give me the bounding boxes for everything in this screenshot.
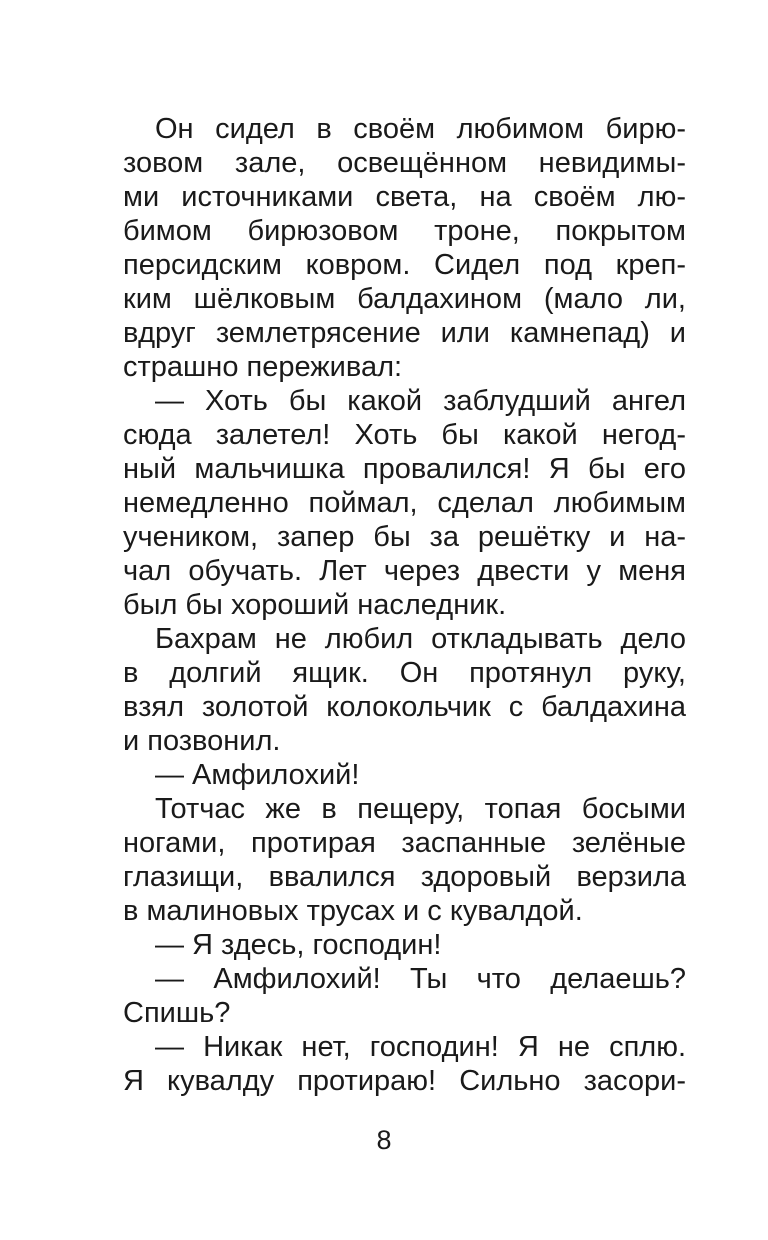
text-line: и позвонил. [123, 725, 281, 757]
text-line: глазищи, ввалился здоровый верзила [123, 861, 686, 893]
text-line: — Амфилохий! Ты что делаешь? [155, 963, 686, 995]
text-line: вдруг землетрясение или камнепад) и [123, 317, 686, 349]
body-text [123, 112, 686, 1098]
text-line: учеником, запер бы за решётку и на- [123, 521, 686, 553]
text-line: в малиновых трусах и с кувалдой. [123, 895, 583, 927]
text-line: страшно переживал: [123, 351, 403, 383]
text-line: ный мальчишка провалился! Я бы его [123, 453, 686, 485]
text-line: в долгий ящик. Он протянул руку, [123, 657, 686, 689]
text-line: — Амфилохий! [155, 759, 360, 791]
text-line: — Никак нет, господин! Я не сплю. [155, 1031, 686, 1063]
text-line: немедленно поймал, сделал любимым [123, 487, 686, 519]
text-line: чал обучать. Лет через двести у меня [123, 555, 686, 587]
page-number: 8 [376, 1125, 392, 1155]
text-line: ногами, протирая заспанные зелёные [123, 827, 686, 859]
text-line: Бахрам не любил откладывать дело [155, 623, 686, 655]
text-line: Спишь? [123, 997, 231, 1029]
text-line: — Я здесь, господин! [155, 929, 442, 961]
text-line: персидским ковром. Сидел под креп- [123, 249, 686, 281]
text-line: бимом бирюзовом троне, покрытом [123, 215, 686, 247]
text-line: Я кувалду протираю! Сильно засори- [123, 1065, 686, 1097]
text-line: Он сидел в своём любимом бирю- [155, 113, 686, 145]
text-line: ми источниками света, на своём лю- [123, 181, 686, 213]
text-line: ким шёлковым балдахином (мало ли, [123, 283, 686, 315]
text-line: взял золотой колокольчик с балдахина [123, 691, 686, 723]
text-line: — Хоть бы какой заблудший ангел [155, 385, 686, 417]
text-line: сюда залетел! Хоть бы какой негод- [123, 419, 686, 451]
text-line: Тотчас же в пещеру, топая босыми [155, 793, 686, 825]
text-line: был бы хороший наследник. [123, 589, 507, 621]
text-line: зовом зале, освещённом невидимы- [123, 147, 686, 179]
